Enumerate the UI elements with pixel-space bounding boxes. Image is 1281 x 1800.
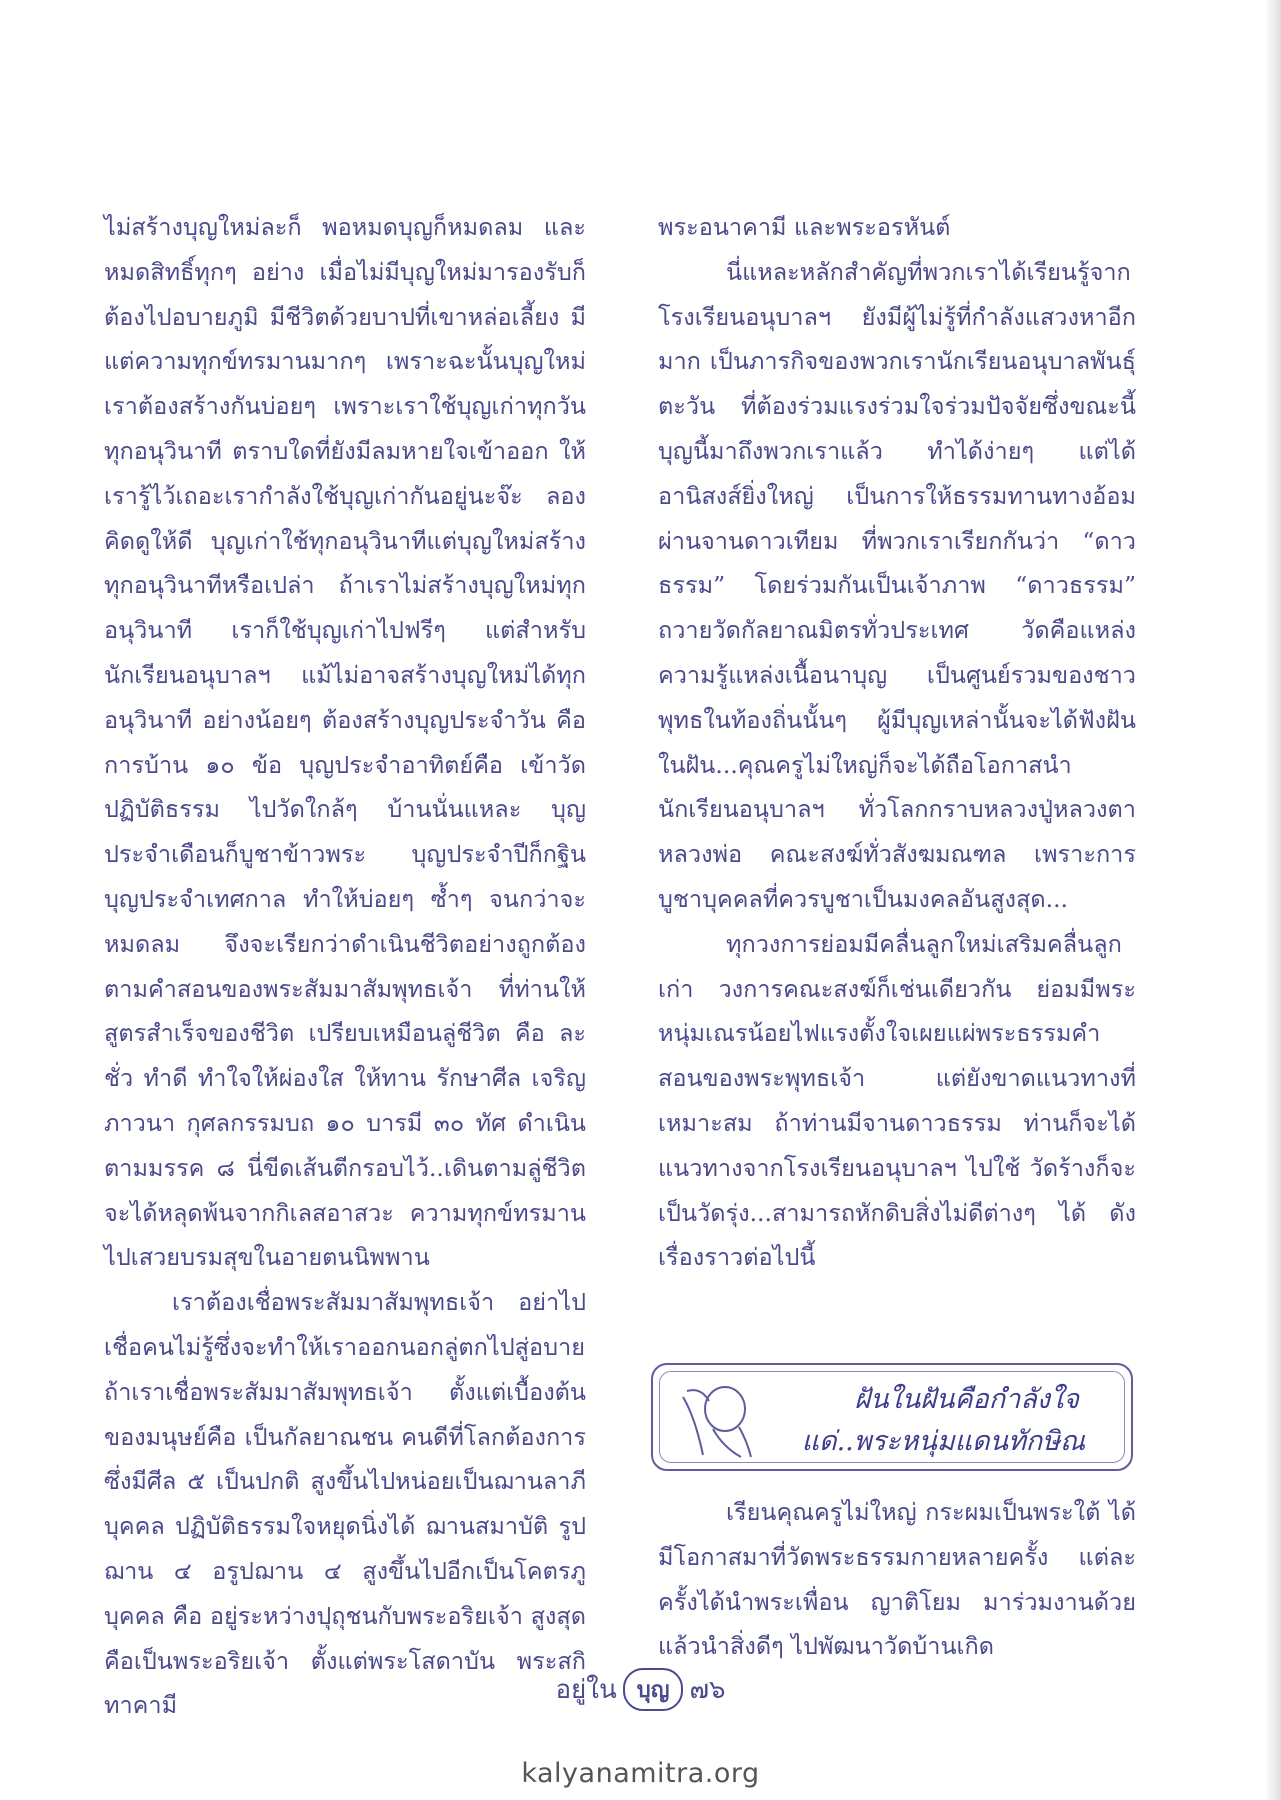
section-heading-line: ฝันในฝันคือกำลังใจ [854, 1384, 1079, 1415]
paragraph: นี่แหละหลักสำคัญที่พวกเราได้เรียนรู้จากโรงเรียนอนุบาลฯ ยังมีผู้ไม่รู้ที่กำลังแสวงหาอีกมาก เป็นภารกิจของพวกเรานักเรียนอนุบาลพันธุ์ตะวัน ที่ต้องร่วมแรงร่วมใจร่วมปัจจัยซึ่งขณะนี้บุญนี้มาถึงพวกเราแล้ว ทำได้ง่ายๆ แต่ได้อานิสงส์ยิ่งใหญ่ เป็นการให้ธรรมทานทางอ้อมผ่านจานดาวเทียม ที่พวกเราเรียกกันว่า “ดาวธรรม” โดยร่วมกันเป็นเจ้าภาพ “ดาวธรรม” ถวายวัดกัลยาณมิตรทั่วประเทศ วัดคือแหล่งความรู้แหล่งเนื้อนาบุญ เป็นศูนย์รวมของชาวพุทธในท้องถิ่นนั้นๆ ผู้มีบุญเหล่านั้นจะได้ฟังฝันในฝัน...คุณครูไม่ใหญ่ก็จะได้ถือโอกาสนำนักเรียนอนุบาลฯ ทั่วโลกกราบหลวงปู่หลวงตา หลวงพ่อ คณะสงฆ์ทั่วสังฆมณฑล เพราะการบูชาบุคคลที่ควรบูชาเป็นมงคลอันสูงสุด... [658, 257, 1136, 913]
page-edge-shadow [1265, 0, 1281, 1800]
paragraph: เรียนคุณครูไม่ใหญ่ กระผมเป็นพระใต้ ได้มีโอกาสมาที่วัดพระธรรมกายหลายครั้ง แต่ละครั้งได้นำพระเพื่อน ญาติโยม มาร่วมงานด้วย แล้วนำสิ่งดีๆ ไปพัฒนาวัดบ้านเกิด [658, 1498, 1136, 1661]
footer-prefix: อยู่ใน [555, 1674, 617, 1705]
page-footer [0, 1664, 1281, 1714]
paragraph: เราต้องเชื่อพระสัมมาสัมพุทธเจ้า อย่าไปเชื่อคนไม่รู้ซึ่งจะทำให้เราออกนอกลู่ตกไปสู่อบาย ถ้าเราเชื่อพระสัมมาสัมพุทธเจ้า ตั้งแต่เบื้องต้นของมนุษย์คือ เป็นกัลยาณชน คนดีที่โลกต้องการซึ่งมีศีล ๕ เป็นปกติ สูงขึ้นไปหน่อยเป็นฌานลาภีบุคคล ปฏิบัติธรรมใจหยุดนิ่งได้ ฌานสมาบัติ รูปฌาน ๔ อรูปฌาน ๔ สูงขึ้นไปอีกเป็นโคตรภูบุคคล คือ อยู่ระหว่างปุถุชนกับพระอริยเจ้า สูงสุดคือเป็นพระอริยเจ้า ตั้งแต่พระโสดาบัน พระสกิทาคามี [104, 1288, 586, 1720]
paragraph: ทุกวงการย่อมมีคลื่นลูกใหม่เสริมคลื่นลูกเก่า วงการคณะสงฆ์ก็เช่นเดียวกัน ย่อมมีพระหนุ่มเณรน้อยไฟแรงตั้งใจเผยแผ่พระธรรมคำสอนของพระพุทธเจ้า แต่ยังขาดแนวทางที่เหมาะสม ถ้าท่านมีจานดาวธรรม ท่านก็จะได้แนวทางจากโรงเรียนอนุบาลฯ ไปใช้ วัดร้างก็จะเป็นวัดรุ่ง...สามารถหักดิบสิ่งไม่ดีต่างๆ ได้ ดังเรื่องราวต่อไปนี้ [658, 929, 1136, 1272]
left-column [104, 205, 586, 1728]
paragraph: ไม่สร้างบุญใหม่ละก็ พอหมดบุญก็หมดลม และหมดสิทธิ์ทุกๆ อย่าง เมื่อไม่มีบุญใหม่มารองรับก็ต้องไปอบายภูมิ มีชีวิตด้วยบาปที่เขาหล่อเลี้ยง มีแต่ความทุกข์ทรมานมากๆ เพราะฉะนั้นบุญใหม่เราต้องสร้างกันบ่อยๆ เพราะเราใช้บุญเก่าทุกวัน ทุกอนุวินาที ตราบใดที่ยังมีลมหายใจเข้าออก ให้เรารู้ไว้เถอะเรากำลังใช้บุญเก่ากันอยู่นะจ๊ะ ลองคิดดูให้ดี บุญเก่าใช้ทุกอนุวินาทีแต่บุญใหม่สร้างทุกอนุวินาทีหรือเปล่า ถ้าเราไม่สร้างบุญใหม่ทุกอนุวินาที เราก็ใช้บุญเก่าไปฟรีๆ แต่สำหรับนักเรียนอนุบาลฯ แม้ไม่อาจสร้างบุญใหม่ได้ทุกอนุวินาที อย่างน้อยๆ ต้องสร้างบุญประจำวัน คือ การบ้าน ๑๐ ข้อ บุญประจำอาทิตย์คือ เข้าวัดปฏิบัติธรรม ไปวัดใกล้ๆ บ้านนั่นแหละ บุญประจำเดือนก็บูชาข้าวพระ บุญประจำปีก็กฐิน บุญประจำเทศกาล ทำให้บ่อยๆ ซ้ำๆ จนกว่าจะหมดลม จึงจะเรียกว่าดำเนินชีวิตอย่างถูกต้องตามคำสอนของพระสัมมาสัมพุทธเจ้า ที่ท่านให้สูตรสำเร็จของชีวิต เปรียบเหมือนลู่ชีวิต คือ ละชั่ว ทำดี ทำใจให้ผ่องใส ให้ทาน รักษาศีล เจริญภาวนา กุศลกรรมบถ ๑๐ บารมี ๓๐ ทัศ ดำเนินตามมรรค ๘ นี่ขีดเส้นตีกรอบไว้..เดินตามลู่ชีวิตจะได้หลุดพ้นจากกิเลสอาสวะ ความทุกข์ทรมานไปเสวยบรมสุขในอายตนนิพพาน [104, 213, 586, 1272]
monk-sketch-icon [673, 1377, 763, 1461]
section-heading-box [651, 1363, 1133, 1471]
section-heading-line: แด่..พระหนุ่มแดนทักษิณ [801, 1426, 1085, 1457]
paragraph: พระอนาคามี และพระอรหันต์ [658, 213, 951, 241]
watermark: kalyanamitra.org [521, 1758, 760, 1789]
page-number: ๗๖ [689, 1674, 726, 1705]
footer-badge: บุญ [623, 1668, 684, 1711]
right-column [658, 205, 1136, 1280]
right-column-continued [658, 1490, 1136, 1669]
